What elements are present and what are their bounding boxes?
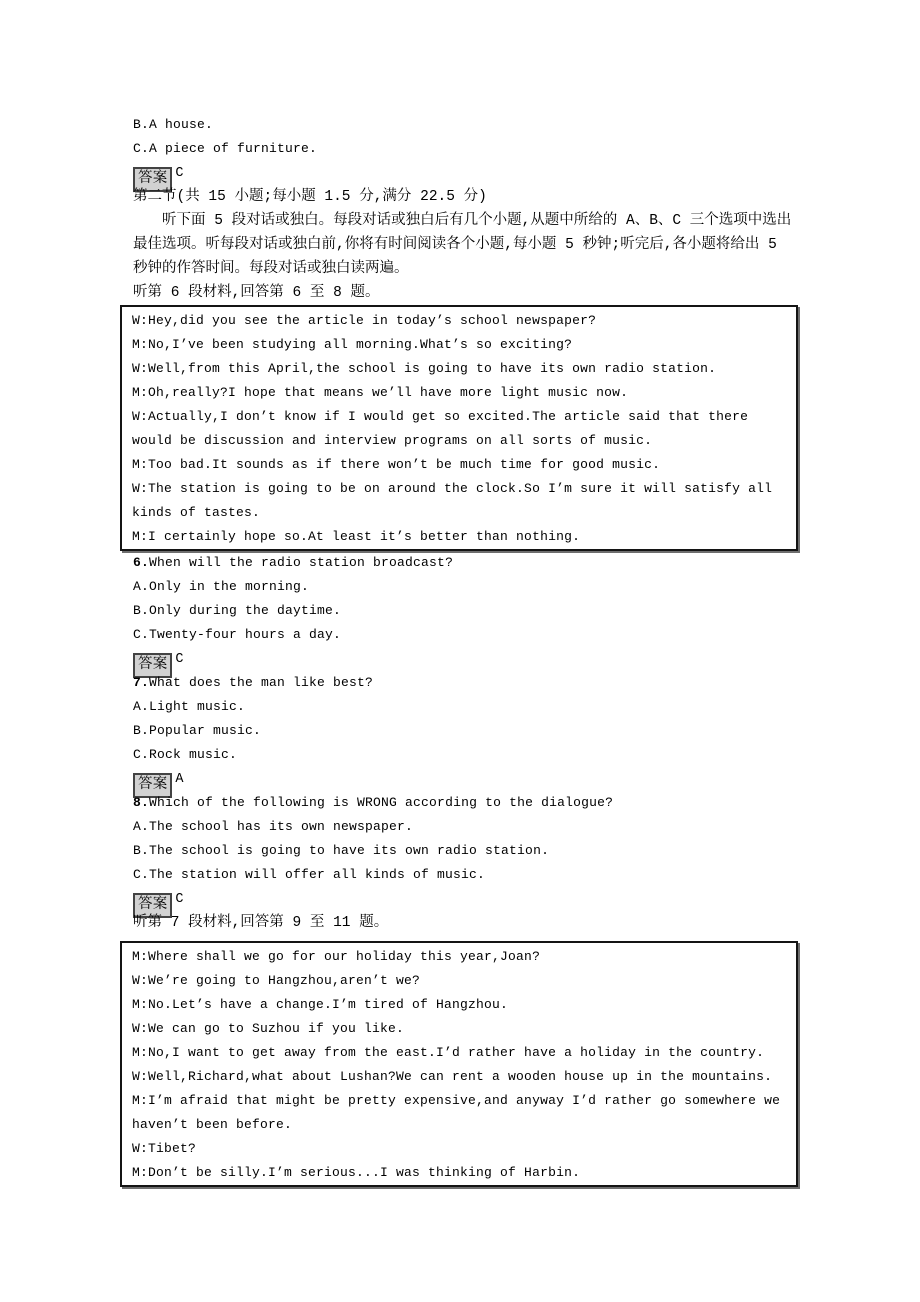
dialogue-line: W:Well,Richard,what about Lushan?We can rent a wooden house up in the mountains. <box>132 1069 773 1084</box>
dialogue-line: W:Well,from this April,the school is going to have its own radio station. <box>132 361 717 376</box>
dialogue-box-material-7 <box>120 941 798 1187</box>
answer-badge: 答案 <box>133 773 172 798</box>
dialogue-line: M:No,I’ve been studying all morning.What’s so exciting? <box>132 337 573 352</box>
answer-badge: 答案 <box>133 893 172 918</box>
option-line: C.Rock music. <box>133 747 238 762</box>
dialogue-line: W:Hey,did you see the article in today’s school newspaper? <box>132 313 597 328</box>
question-number: 8. <box>133 795 150 810</box>
question-8 <box>133 791 800 815</box>
dialogue-line: W:Actually,I don’t know if I would get so excited.The article said that there would be discussion and interview programs on all sorts of music. <box>132 409 749 448</box>
dialogue-box-material-6 <box>120 305 798 551</box>
answer-value: C <box>175 652 184 667</box>
question-number: 7. <box>133 675 150 690</box>
dialogue-line: M:Oh,really?I hope that means we’ll have more light music now. <box>132 385 629 400</box>
option-line: C.The station will offer all kinds of music. <box>133 867 486 882</box>
dialogue-line: M:Where shall we go for our holiday this year,Joan? <box>132 949 541 964</box>
question-text: When will the radio station broadcast? <box>149 555 454 570</box>
option-line: A.Light music. <box>133 699 246 714</box>
dialogue-line: W:We’re going to Hangzhou,aren’t we? <box>132 973 421 988</box>
section-instructions: 听下面 5 段对话或独白。每段对话或独白后有几个小题,从题中所给的 A、B、C 三个选项中选出最佳选项。听每段对话或独白前,你将有时间阅读各个小题,每小题 5 秒钟;听完后,各小题将给出 5 秒钟的作答时间。每段对话或独白读两遍。 <box>133 213 792 277</box>
dialogue-line: M:Too bad.It sounds as if there won’t be much time for good music. <box>132 457 661 472</box>
option-line: C.Twenty-four hours a day. <box>133 627 342 642</box>
answer-badge: 答案 <box>133 167 172 192</box>
answer-row <box>133 767 800 791</box>
question-text: Which of the following is WRONG according to the dialogue? <box>149 795 614 810</box>
answer-badge: 答案 <box>133 653 172 678</box>
dialogue-line: M:Don’t be silly.I’m serious...I was thinking of Harbin. <box>132 1165 581 1180</box>
dialogue-line: W:Tibet? <box>132 1141 197 1156</box>
question-7 <box>133 671 800 695</box>
option-line: A.The school has its own newspaper. <box>133 819 414 834</box>
answer-value: C <box>175 166 184 181</box>
dialogue-line: M:No,I want to get away from the east.I’d rather have a holiday in the country. <box>132 1045 765 1060</box>
dialogue-line: M:I certainly hope so.At least it’s better than nothing. <box>132 529 581 544</box>
material-7-intro: 听第 7 段材料,回答第 9 至 11 题。 <box>133 915 389 931</box>
answer-row <box>133 647 800 671</box>
option-line: B.Popular music. <box>133 723 262 738</box>
question-text: What does the man like best? <box>149 675 374 690</box>
material-6-intro: 听第 6 段材料,回答第 6 至 8 题。 <box>133 285 380 301</box>
answer-row <box>133 887 800 911</box>
answer-value: A <box>175 772 184 787</box>
option-line: B.The school is going to have its own radio station. <box>133 843 550 858</box>
dialogue-line: W:We can go to Suzhou if you like. <box>132 1021 405 1036</box>
option-line: A.Only in the morning. <box>133 579 310 594</box>
dialogue-line: M:I’m afraid that might be pretty expensive,and anyway I’d rather go somewhere we haven’t been before. <box>132 1093 781 1132</box>
option-line: C.A piece of furniture. <box>133 141 318 156</box>
option-line: B.A house. <box>133 117 214 132</box>
option-line: B.Only during the daytime. <box>133 603 342 618</box>
answer-value: C <box>175 892 184 907</box>
question-number: 6. <box>133 555 150 570</box>
answer-row <box>133 161 800 185</box>
question-6 <box>133 551 800 575</box>
section-heading: 第二节(共 15 小题;每小题 1.5 分,满分 22.5 分) <box>133 189 487 205</box>
dialogue-line: M:No.Let’s have a change.I’m tired of Hangzhou. <box>132 997 509 1012</box>
dialogue-line: W:The station is going to be on around the clock.So I’m sure it will satisfy all kinds of tastes. <box>132 481 773 520</box>
